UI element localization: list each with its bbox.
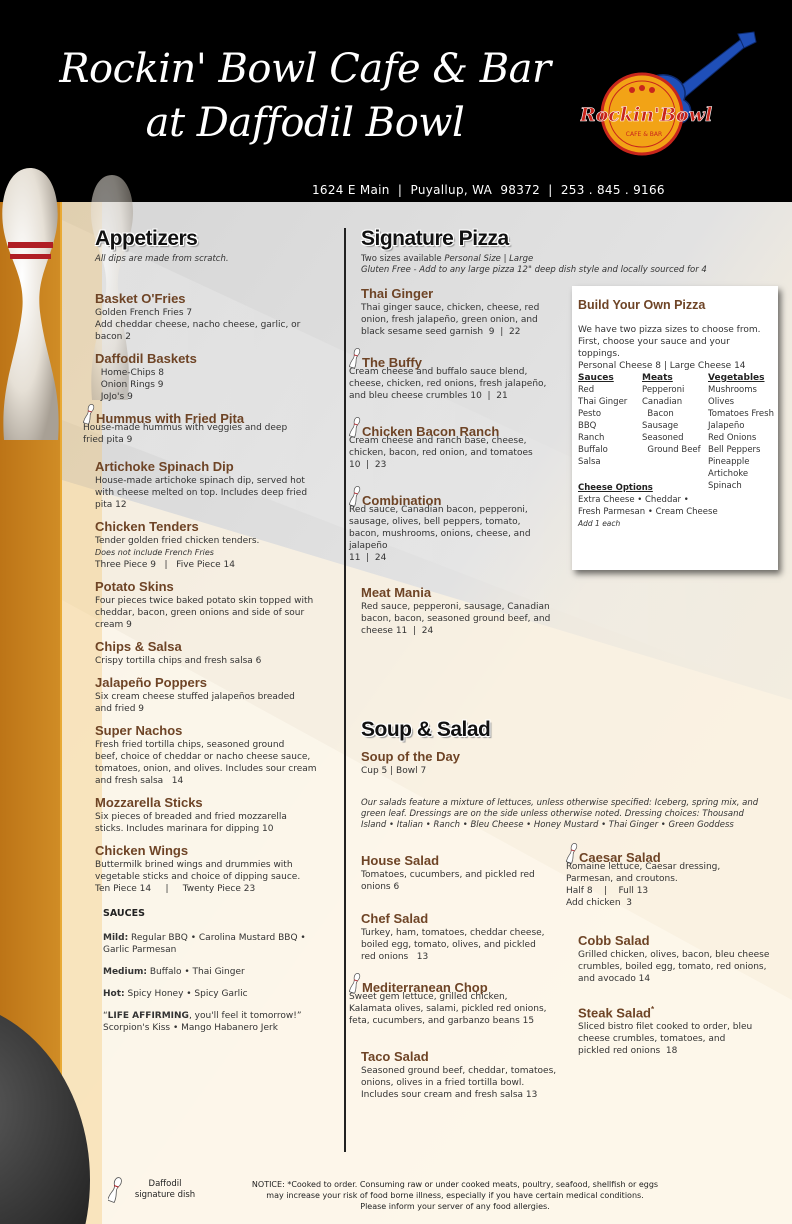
item-description: Red sauce, pepperoni, sausage, Canadian bacon, bacon, seasoned ground beef, and cheese 11 | 24 xyxy=(361,602,551,636)
item-description: Cream cheese and ranch base, cheese, chicken, bacon, red onion, and tomatoes 10 | 23 xyxy=(349,436,533,470)
menu-item-chips-salsa xyxy=(95,639,340,667)
item-description: Sliced bistro filet cooked to order, bleu cheese crumbles, tomatoes, and pickled red onions 18 xyxy=(578,1022,753,1057)
item-description: Crispy tortilla chips and fresh salsa 6 xyxy=(95,656,262,666)
pizza-sizes: Two sizes available Personal Size | Large xyxy=(361,254,534,264)
item-name: Mozzarella Sticks xyxy=(95,795,203,810)
item-name: Combination xyxy=(349,485,564,509)
menu-item-chicken-wings xyxy=(95,843,340,895)
item-name: Basket O'Fries xyxy=(95,291,186,306)
sauces-life-affirming: “LIFE AFFIRMING, you'll feel it tomorrow!” Scorpion's Kiss • Mango Habanero Jerk xyxy=(103,1011,302,1033)
menu-item-steak-salad xyxy=(578,1002,778,1057)
item-name: Potato Skins xyxy=(95,579,174,594)
menu-item-the-buffy xyxy=(349,347,564,402)
item-description: Four pieces twice baked potato skin topped with cheddar, bacon, green onions and side of sour cream 9 xyxy=(95,596,314,630)
item-name: Cobb Salad xyxy=(578,933,650,948)
menu-item-mediterranean-chop xyxy=(349,972,559,1027)
menu-item-artichoke-spinach-dip xyxy=(95,459,340,511)
byo-cheese-options: Cheese Options Extra Cheese • Cheddar • Fresh Parmesan • Cream Cheese Add 1 each xyxy=(578,483,718,528)
menu-item-basket-o-fries xyxy=(95,291,340,343)
item-name: Chicken Wings xyxy=(95,843,189,858)
svg-text:CAFE & BAR: CAFE & BAR xyxy=(625,131,663,138)
item-description: Turkey, ham, tomatoes, cheddar cheese, boiled egg, tomato, olives, and pickled red onions 13 xyxy=(361,928,545,962)
item-name: Chef Salad xyxy=(361,911,429,926)
sauces-heading: SAUCES xyxy=(103,908,145,919)
menu-item-meat-mania xyxy=(361,585,576,637)
pizza-gluten-free: Gluten Free - Add to any large pizza 12" deep dish style and locally sourced for 4 xyxy=(361,265,707,275)
item-name: Daffodil Baskets xyxy=(95,351,197,366)
item-description: Red sauce, Canadian bacon, pepperoni, sausage, olives, bell peppers, tomato, bacon, mushrooms, onions, cheese, and jalapeño 11 | 24 xyxy=(349,505,531,563)
item-name: Artichoke Spinach Dip xyxy=(95,459,234,474)
item-description: Thai ginger sauce, chicken, cheese, red onion, fresh jalapeño, green onion, and black sesame seed garnish 9 | 22 xyxy=(361,303,540,337)
menu-item-cobb-salad xyxy=(578,933,778,985)
food-safety-notice: NOTICE: *Cooked to order. Consuming raw or under cooked meats, poultry, seafood, shellfish or eggs may increase your risk of food borne illness, especially if you have certain medical conditions. Please inform your server of any food allergies. xyxy=(251,1180,659,1211)
byo-sauces: Sauces Red Thai Ginger Pesto BBQ Ranch Buffalo Salsa xyxy=(578,373,628,467)
column-divider xyxy=(344,228,346,1152)
sauces-medium: Medium: Buffalo • Thai Ginger xyxy=(103,967,245,977)
item-description: Tomatoes, cucumbers, and pickled red onions 6 xyxy=(361,870,535,892)
menu-item-combination xyxy=(349,485,564,564)
appetizers-heading: Appetizers xyxy=(95,227,198,250)
item-name: Hummus with Fried Pita xyxy=(83,403,328,427)
bowling-pin-icon xyxy=(108,1176,122,1204)
item-name: House Salad xyxy=(361,853,440,868)
item-description: House-made hummus with veggies and deep fried pita 9 xyxy=(83,423,288,445)
item-name: Taco Salad xyxy=(361,1049,429,1064)
menu-item-house-salad xyxy=(361,853,571,893)
menu-item-hummus-with-fried-pita xyxy=(83,403,328,446)
item-name: Mediterranean Chop xyxy=(349,972,559,996)
soup-of-the-day: Soup of the Day Cup 5 | Bowl 7 xyxy=(361,749,460,776)
svg-text:Rockin'Bowl: Rockin'Bowl xyxy=(580,104,713,126)
item-description: Buttermilk brined wings and drummies with vegetable sticks and choice of dipping sauce. Ten Piece 14 | Twenty Piece 23 xyxy=(95,860,301,894)
item-description: Tender golden fried chicken tenders. Does not include French Fries Three Piece 9 | Five Piece 14 xyxy=(95,536,260,570)
item-name: The Buffy xyxy=(349,347,564,371)
title-line-2: at Daffodil Bowl xyxy=(145,100,465,146)
item-name: Super Nachos xyxy=(95,723,183,738)
salad-intro: Our salads feature a mixture of lettuces, unless otherwise specified: Iceberg, spring mix, and green leaf. Dressings are on the side unless otherwise noted. Dressing choices: Thousand Island • Italian • Ranch • Bleu Cheese • Honey Mustard • Thai Ginger • Green Goddess xyxy=(361,798,759,830)
item-description: House-made artichoke spinach dip, served hot with cheese melted on top. Includes deep fried pita 12 xyxy=(95,476,308,510)
item-name: Thai Ginger xyxy=(361,286,434,301)
menu-item-chicken-tenders xyxy=(95,519,340,571)
menu-item-jalape-o-poppers xyxy=(95,675,340,715)
menu-item-thai-ginger xyxy=(361,286,576,338)
item-name: Steak Salad* xyxy=(578,1005,655,1021)
item-name: Caesar Salad xyxy=(566,842,766,866)
rockin-bowl-logo xyxy=(580,28,760,168)
item-name: Chicken Tenders xyxy=(95,519,199,534)
menu-item-taco-salad xyxy=(361,1049,571,1101)
title-line-1: Rockin' Bowl Cafe & Bar xyxy=(59,46,551,92)
sauces-block xyxy=(103,908,333,1034)
byo-title: Build Your Own Pizza xyxy=(578,298,706,312)
menu-item-chicken-bacon-ranch xyxy=(349,416,564,471)
menu-item-potato-skins xyxy=(95,579,340,631)
address-line: 1624 E Main | Puyallup, WA 98372 | 253 . 845 . 9166 xyxy=(312,183,665,197)
appetizers-note: All dips are made from scratch. xyxy=(95,254,229,264)
restaurant-title xyxy=(0,42,610,150)
menu-item-mozzarella-sticks xyxy=(95,795,340,835)
sauces-mild: Mild: Regular BBQ • Carolina Mustard BBQ • Garlic Parmesan xyxy=(103,933,306,955)
item-name: Meat Mania xyxy=(361,585,432,600)
item-name: Jalapeño Poppers xyxy=(95,675,207,690)
soup-salad-heading: Soup & Salad xyxy=(361,718,491,741)
item-description: Home-Chips 8 Onion Rings 9 JoJo's 9 xyxy=(95,368,165,402)
item-description: Grilled chicken, olives, bacon, bleu cheese crumbles, boiled egg, tomato, red onions, and avocado 14 xyxy=(578,950,770,984)
byo-intro: We have two pizza sizes to choose from. First, choose your sauce and your toppings. Personal Cheese 8 | Large Cheese 14 xyxy=(578,325,761,371)
item-description: Romaine lettuce, Caesar dressing, Parmesan, and croutons. Half 8 | Full 13 Add chicken 3 xyxy=(566,862,721,908)
byo-vegetables: Vegetables Mushrooms Olives Tomatoes Fresh Jalapeño Red Onions Bell Peppers Pineapple Artichoke Spinach xyxy=(708,373,774,491)
item-description: Fresh fried tortilla chips, seasoned ground beef, choice of cheddar or nacho cheese sauce, tomatoes, onion, and olives. Includes sour cream and fresh salsa 14 xyxy=(95,740,317,786)
item-description: Golden French Fries 7 Add cheddar cheese, nacho cheese, garlic, or bacon 2 xyxy=(95,308,301,342)
item-description: Seasoned ground beef, cheddar, tomatoes, onions, olives in a fried tortilla bowl. Includes sour cream and fresh salsa 13 xyxy=(361,1066,557,1100)
sauces-hot: Hot: Spicy Honey • Spicy Garlic xyxy=(103,989,248,999)
signature-legend: Daffodil signature dish xyxy=(134,1179,196,1200)
menu-item-super-nachos xyxy=(95,723,340,787)
menu-item-caesar-salad xyxy=(566,842,766,909)
item-description: Sweet gem lettuce, grilled chicken, Kalamata olives, salami, pickled red onions, feta, cucumbers, and garbanzo beans 15 xyxy=(349,992,547,1026)
menu-item-chef-salad xyxy=(361,911,571,963)
pizza-heading: Signature Pizza xyxy=(361,227,509,250)
build-your-own-card xyxy=(572,286,778,570)
byo-meats: Meats Pepperoni Canadian Bacon Sausage Seasoned Ground Beef xyxy=(642,373,701,455)
menu-item-daffodil-baskets xyxy=(95,351,340,403)
item-name: Chicken Bacon Ranch xyxy=(349,416,564,440)
item-name: Chips & Salsa xyxy=(95,639,182,654)
item-description: Six cream cheese stuffed jalapeños breaded and fried 9 xyxy=(95,692,295,714)
item-description: Six pieces of breaded and fried mozzarella sticks. Includes marinara for dipping 10 xyxy=(95,812,287,834)
item-description: Cream cheese and buffalo sauce blend, cheese, chicken, red onions, fresh jalapeño, and bleu cheese crumbles 10 | 21 xyxy=(349,367,547,401)
